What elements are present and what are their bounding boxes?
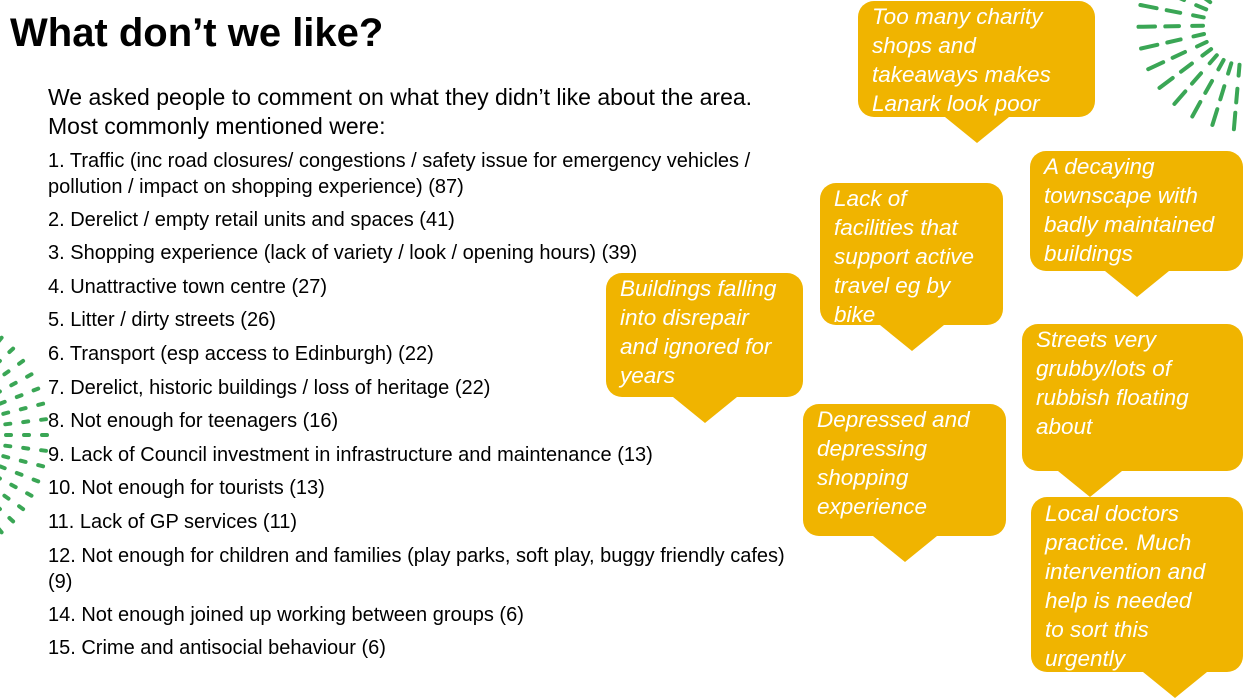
sunburst-ray (1205, 81, 1212, 93)
page-title: What don’t we like? (10, 10, 383, 56)
list-item: 2. Derelict / empty retail units and spaces (41) (48, 207, 808, 233)
sunburst-ray (1141, 45, 1157, 49)
sunburst-ray (1239, 65, 1240, 76)
sunburst-ray (5, 424, 10, 425)
sunburst-ray (11, 485, 15, 487)
sunburst-ray (21, 461, 26, 462)
sunburst-ray (3, 456, 8, 457)
sunburst-ray (27, 493, 31, 495)
list-item: 9. Lack of Council investment in infrastructure and maintenance (13) (48, 442, 808, 468)
intro-line: Most commonly mentioned were: (48, 112, 808, 141)
intro-line: We asked people to comment on what they didn’t like about the area. (48, 83, 808, 112)
sunburst-ray (1140, 5, 1156, 8)
list-item: 11. Lack of GP services (11) (48, 509, 808, 535)
sunburst-ray (27, 374, 31, 376)
list-item: 6. Transport (esp access to Edinburgh) (22) (48, 341, 808, 367)
sunburst-ray (1193, 15, 1204, 17)
list-item: 10. Not enough for tourists (13) (48, 475, 808, 501)
sunburst-ray (21, 408, 26, 409)
sunburst-ray (17, 395, 22, 397)
sunburst-ray (1220, 86, 1224, 99)
list-item: 1. Traffic (inc road closures/ congestions / safety issue for emergency vehicles / pollution / impact on shopping experience) (87) (48, 148, 808, 200)
sunburst-left-edge-icon (0, 330, 50, 540)
quote-bubble-depressed-shopping: Depressed and depressing shopping experience (803, 404, 1006, 536)
sunburst-ray (4, 371, 8, 374)
sunburst-ray (38, 465, 43, 466)
sunburst-ray (1228, 63, 1231, 73)
sunburst-top-right-icon (1100, 0, 1243, 143)
sunburst-ray (1202, 49, 1211, 56)
sunburst-ray (1201, 0, 1210, 2)
sunburst-ray (41, 419, 46, 420)
sunburst-ray (38, 404, 43, 405)
sunburst-ray (34, 480, 39, 482)
sunburst-ray (11, 383, 15, 385)
sunburst-ray (1236, 89, 1237, 103)
quote-bubble-decaying-townscape: A decaying townscape with badly maintained buildings (1030, 151, 1243, 271)
sunburst-ray (1197, 42, 1207, 47)
sunburst-ray (1218, 60, 1223, 69)
quote-bubble-doctors: Local doctors practice. Much intervention and help is needed to sort this urgently (1031, 497, 1243, 672)
list-item: 15. Crime and antisocial behaviour (6) (48, 635, 808, 661)
intro-text (48, 83, 808, 141)
sunburst-ray (19, 506, 23, 509)
sunburst-ray (41, 450, 46, 451)
sunburst-ray (1173, 52, 1185, 58)
sunburst-ray (9, 518, 13, 521)
sunburst-ray (0, 402, 5, 404)
sunburst-ray (1212, 109, 1217, 125)
sunburst-ray (1194, 34, 1205, 36)
quote-bubble-grubby-streets: Streets very grubby/lots of rubbish floating about (1022, 324, 1243, 471)
sunburst-ray (1148, 62, 1163, 69)
list-item: 5. Litter / dirty streets (26) (48, 307, 808, 333)
sunburst-ray (19, 361, 23, 364)
sunburst-ray (1181, 64, 1192, 72)
sunburst-ray (3, 413, 8, 414)
sunburst-ray (1192, 73, 1201, 83)
quote-bubble-buildings-disrepair: Buildings falling into disrepair and ignored for years (606, 273, 803, 397)
sunburst-ray (1192, 102, 1200, 117)
quote-bubble-active-travel: Lack of facilities that support active travel eg by bike (820, 183, 1003, 325)
sunburst-ray (1167, 10, 1181, 13)
sunburst-ray (5, 446, 10, 447)
list-item: 12. Not enough for children and families (play parks, soft play, buggy friendly cafes) (9) (48, 543, 808, 595)
sunburst-ray (9, 349, 13, 352)
sunburst-ray (0, 529, 2, 533)
list-item: 14. Not enough joined up working between groups (6) (48, 602, 808, 628)
sunburst-ray (1160, 78, 1173, 88)
sunburst-ray (34, 389, 39, 391)
sunburst-ray (4, 496, 8, 499)
sunburst-ray (0, 466, 5, 468)
list-item: 8. Not enough for teenagers (16) (48, 408, 808, 434)
quote-bubble-charity-shops: Too many charity shops and takeaways makes Lanark look poor (858, 1, 1095, 117)
sunburst-ray (1167, 39, 1180, 42)
sunburst-ray (1174, 91, 1185, 104)
sunburst-ray (1234, 113, 1235, 130)
sunburst-ray (1210, 55, 1217, 63)
sunburst-ray (1196, 5, 1206, 9)
list-item: 4. Unattractive town centre (27) (48, 274, 808, 300)
sunburst-ray (17, 473, 22, 475)
list-item: 7. Derelict, historic buildings / loss of heritage (22) (48, 375, 808, 401)
sunburst-ray (23, 448, 28, 449)
sunburst-ray (23, 421, 28, 422)
sunburst-ray (0, 338, 2, 342)
list-item: 3. Shopping experience (lack of variety / look / opening hours) (39) (48, 240, 808, 266)
